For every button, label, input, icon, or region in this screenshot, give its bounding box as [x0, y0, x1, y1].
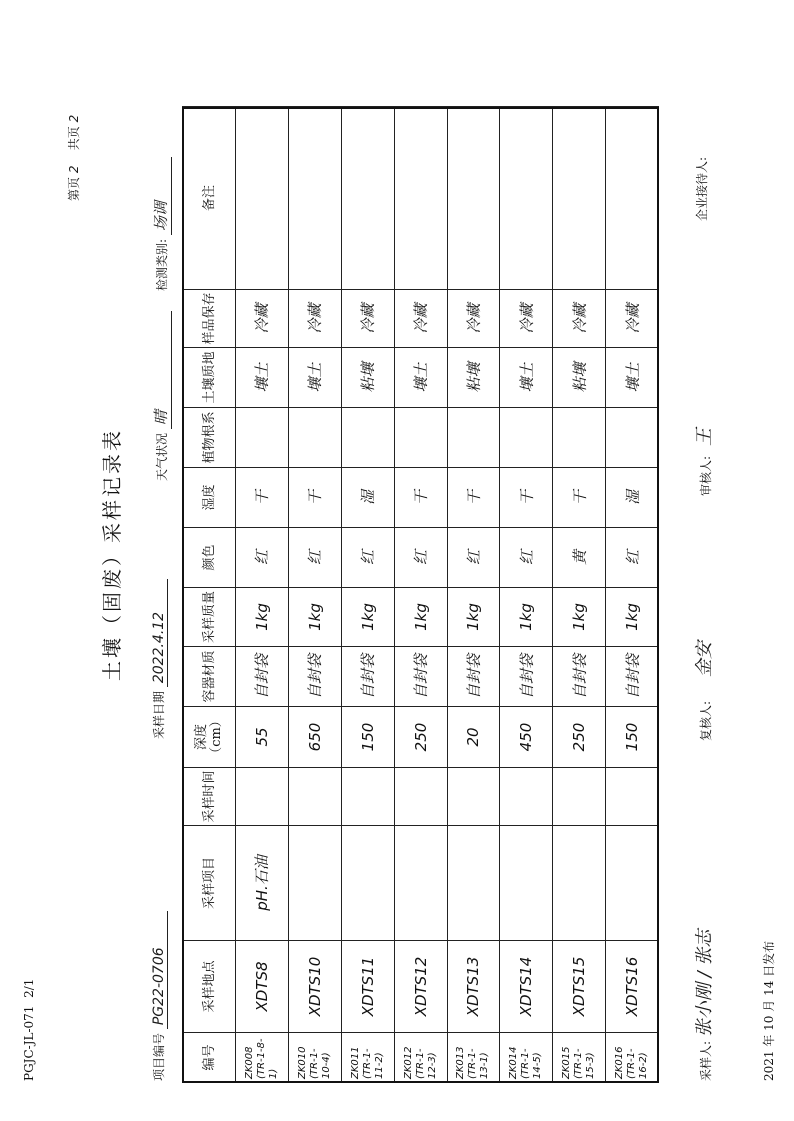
cell-storage: 冷藏 — [341, 290, 394, 348]
cell-item — [341, 826, 394, 941]
cell-roots — [606, 408, 659, 468]
cell-mass: 1kg — [500, 588, 553, 647]
cell-container: 自封袋 — [394, 647, 447, 707]
project-number-field: 项目编号 PG22-0706 — [150, 911, 168, 1081]
checker-signature-field — [690, 641, 716, 741]
cell-color: 红 — [606, 528, 659, 588]
cell-id: ZK016 (TR-1-16-2) — [606, 1033, 659, 1083]
table-row — [447, 107, 500, 1083]
sampling-date-value: 2022.4.12 — [151, 579, 168, 687]
cell-storage: 冷藏 — [236, 290, 289, 348]
cell-container: 自封袋 — [553, 647, 606, 707]
cell-roots — [288, 408, 341, 468]
reviewer-signature: 王 — [694, 428, 715, 447]
cell-id: ZK010 (TR-1-10-4) — [288, 1033, 341, 1083]
cell-item: pH.石油 — [236, 826, 289, 941]
page-label: 第页 — [67, 176, 81, 201]
project-number-value: PG22-0706 — [151, 911, 168, 1029]
cell-note — [288, 107, 341, 290]
checker-label: 复核人: — [699, 700, 713, 741]
table-row — [553, 107, 606, 1083]
cell-note — [447, 107, 500, 290]
page-title: 土壤（固废）采样记录表 — [100, 428, 124, 681]
cell-color: 红 — [394, 528, 447, 588]
cell-note — [236, 107, 289, 290]
cell-color: 黄 — [553, 528, 606, 588]
cell-moisture: 干 — [394, 468, 447, 528]
cell-id: ZK014 (TR-1-14-5) — [500, 1033, 553, 1083]
cell-storage: 冷藏 — [606, 290, 659, 348]
cell-site: XDTS14 — [500, 941, 553, 1033]
cell-mass: 1kg — [394, 588, 447, 647]
col-header-moisture: 湿度 — [183, 468, 236, 528]
test-category-value: 场调 — [150, 157, 172, 235]
cell-container: 自封袋 — [447, 647, 500, 707]
total-label: 共页 — [67, 126, 81, 151]
cell-note — [341, 107, 394, 290]
table-row — [288, 107, 341, 1083]
cell-item — [288, 826, 341, 941]
cell-storage: 冷藏 — [447, 290, 500, 348]
cell-id: ZK011 (TR-1-11-2) — [341, 1033, 394, 1083]
cell-storage: 冷藏 — [500, 290, 553, 348]
sampling-date-field: 采样日期 2022.4.12 — [150, 579, 168, 739]
issue-date: 2021 年 10 月 14 日发布 — [762, 940, 776, 1081]
cell-roots — [341, 408, 394, 468]
weather-field: 天气状况 晴 — [150, 311, 172, 481]
receiver-label: 企业接待人: — [695, 156, 709, 221]
cell-site: XDTS11 — [341, 941, 394, 1033]
col-header-depth: 深度（cm） — [183, 707, 236, 768]
col-header-item: 采样项目 — [183, 826, 236, 941]
cell-roots — [500, 408, 553, 468]
cell-time — [341, 768, 394, 826]
cell-color: 红 — [288, 528, 341, 588]
cell-mass: 1kg — [236, 588, 289, 647]
cell-texture: 粘壤 — [447, 348, 500, 408]
col-header-texture: 土壤质地 — [183, 348, 236, 408]
page-number: 2 — [67, 165, 81, 174]
sampler-signature: 张小刚 / 张志 — [694, 929, 715, 1038]
table-row — [341, 107, 394, 1083]
cell-texture: 粘壤 — [553, 348, 606, 408]
cell-depth: 250 — [394, 707, 447, 768]
receiver-signature-field — [690, 157, 711, 221]
cell-container: 自封袋 — [236, 647, 289, 707]
cell-storage: 冷藏 — [394, 290, 447, 348]
cell-id: ZK015 (TR-1-15-3) — [553, 1033, 606, 1083]
cell-id: ZK012 (TR-1-12-3) — [394, 1033, 447, 1083]
reviewer-label: 审核人: — [699, 455, 713, 496]
cell-storage: 冷藏 — [288, 290, 341, 348]
cell-depth: 650 — [288, 707, 341, 768]
cell-item — [394, 826, 447, 941]
col-header-time: 采样时间 — [183, 768, 236, 826]
cell-color: 红 — [341, 528, 394, 588]
col-header-color: 颜色 — [183, 528, 236, 588]
cell-moisture: 干 — [553, 468, 606, 528]
cell-site: XDTS10 — [288, 941, 341, 1033]
col-header-id: 编号 — [183, 1033, 236, 1083]
checker-signature: 金安 — [694, 641, 715, 678]
cell-item — [500, 826, 553, 941]
cell-time — [394, 768, 447, 826]
cell-item — [553, 826, 606, 941]
cell-texture: 壤土 — [288, 348, 341, 408]
cell-time — [447, 768, 500, 826]
cell-texture: 壤土 — [606, 348, 659, 408]
cell-site: XDTS16 — [606, 941, 659, 1033]
cell-moisture: 干 — [500, 468, 553, 528]
cell-mass: 1kg — [553, 588, 606, 647]
col-header-container: 容器材质 — [183, 647, 236, 707]
cell-color: 红 — [236, 528, 289, 588]
cell-moisture: 湿 — [606, 468, 659, 528]
cell-container: 自封袋 — [500, 647, 553, 707]
cell-roots — [236, 408, 289, 468]
cell-depth: 150 — [606, 707, 659, 768]
cell-moisture: 干 — [447, 468, 500, 528]
cell-color: 红 — [500, 528, 553, 588]
cell-item — [447, 826, 500, 941]
cell-time — [500, 768, 553, 826]
table-row — [394, 107, 447, 1083]
cell-note — [394, 107, 447, 290]
cell-moisture: 干 — [288, 468, 341, 528]
cell-roots — [447, 408, 500, 468]
cell-depth: 55 — [236, 707, 289, 768]
cell-site: XDTS8 — [236, 941, 289, 1033]
cell-site: XDTS13 — [447, 941, 500, 1033]
cell-time — [288, 768, 341, 826]
cell-note — [500, 107, 553, 290]
table-row — [500, 107, 553, 1083]
cell-site: XDTS12 — [394, 941, 447, 1033]
col-header-mass: 采样质量 — [183, 588, 236, 647]
cell-time — [606, 768, 659, 826]
cell-mass: 1kg — [606, 588, 659, 647]
cell-depth: 20 — [447, 707, 500, 768]
cell-roots — [553, 408, 606, 468]
cell-depth: 450 — [500, 707, 553, 768]
cell-depth: 150 — [341, 707, 394, 768]
table-row — [236, 107, 289, 1083]
cell-mass: 1kg — [447, 588, 500, 647]
cell-texture: 壤土 — [500, 348, 553, 408]
cell-texture: 粘壤 — [341, 348, 394, 408]
col-header-storage: 样品保存 — [183, 290, 236, 348]
form-code: PGJC-JL-071 2/1 — [22, 978, 36, 1081]
cell-depth: 250 — [553, 707, 606, 768]
table-row — [606, 107, 659, 1083]
cell-container: 自封袋 — [288, 647, 341, 707]
col-header-note: 备注 — [183, 107, 236, 290]
col-header-roots: 植物根系 — [183, 408, 236, 468]
cell-note — [606, 107, 659, 290]
page-count — [65, 115, 82, 201]
cell-mass: 1kg — [288, 588, 341, 647]
cell-container: 自封袋 — [606, 647, 659, 707]
table-header-row — [183, 107, 236, 1083]
cell-mass: 1kg — [341, 588, 394, 647]
total-number: 2 — [67, 114, 81, 123]
col-header-site: 采样地点 — [183, 941, 236, 1033]
cell-texture: 壤土 — [394, 348, 447, 408]
cell-moisture: 干 — [236, 468, 289, 528]
cell-color: 红 — [447, 528, 500, 588]
cell-note — [553, 107, 606, 290]
cell-storage: 冷藏 — [553, 290, 606, 348]
cell-moisture: 湿 — [341, 468, 394, 528]
cell-id: ZK013 (TR-1-13-1) — [447, 1033, 500, 1083]
cell-item — [606, 826, 659, 941]
test-category-field: 检测类别: 场调 — [150, 157, 172, 291]
cell-time — [553, 768, 606, 826]
cell-container: 自封袋 — [341, 647, 394, 707]
cell-texture: 壤土 — [236, 348, 289, 408]
weather-value: 晴 — [150, 311, 172, 429]
cell-time — [236, 768, 289, 826]
reviewer-signature-field — [690, 428, 716, 496]
sampling-table — [182, 107, 659, 1083]
sampler-signature-field — [690, 930, 716, 1081]
cell-id: ZK008 (TR-1-8-1) — [236, 1033, 289, 1083]
sampler-label: 采样人: — [699, 1040, 713, 1081]
cell-site: XDTS15 — [553, 941, 606, 1033]
cell-roots — [394, 408, 447, 468]
